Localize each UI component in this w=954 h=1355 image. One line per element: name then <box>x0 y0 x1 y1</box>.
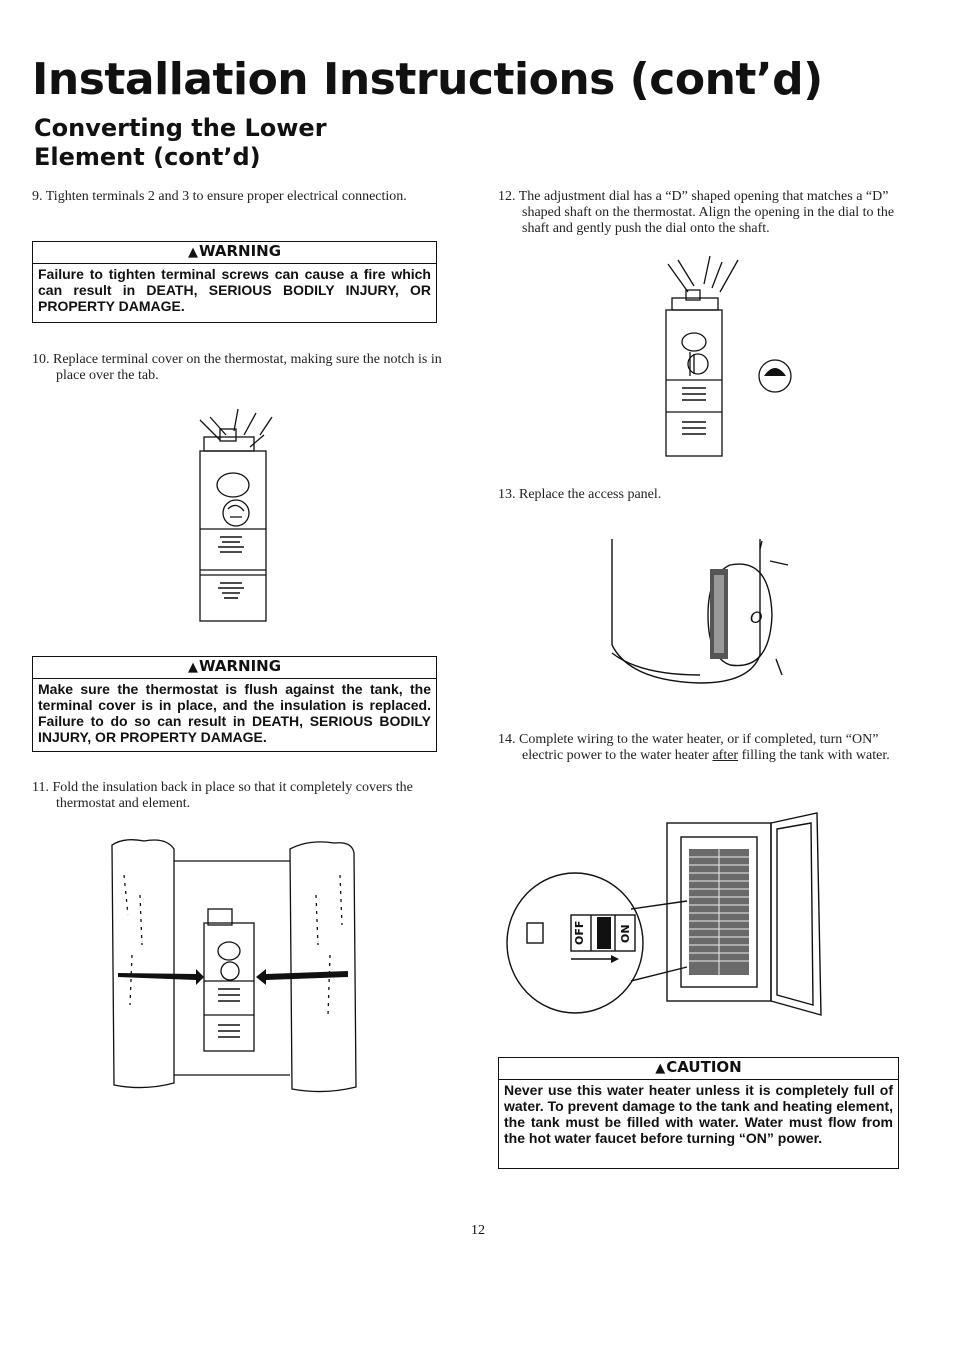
caution-box <box>498 1057 899 1169</box>
warning-box-2 <box>32 656 437 752</box>
breaker-on-label: ON <box>619 924 632 943</box>
thermostat-cover-figure <box>190 405 290 627</box>
step-9: 9. Tighten terminals 2 and 3 to ensure proper electrical connection. <box>32 189 407 204</box>
warning-triangle-icon: ▲ <box>187 660 198 675</box>
caution-body: Never use this water heater unless it is completely full of water. To prevent damage to the tank and heating element, the tank must be filled with water. Water must flow from the hot water faucet before turning “ON” power. <box>504 1082 893 1146</box>
warning-box-1 <box>32 241 437 323</box>
insulation-fold-figure <box>104 835 359 1100</box>
warning-triangle-icon: ▲ <box>187 245 198 260</box>
step-13: 13. Replace the access panel. <box>498 487 662 502</box>
step-10: 10. Replace terminal cover on the thermostat, making sure the notch is in place over the tab. <box>32 352 442 383</box>
step-14: 14. Complete wiring to the water heater, or if completed, turn “ON” electric power to the water heater after filling the tank with water. <box>498 732 890 763</box>
warning-triangle-icon: ▲ <box>655 1061 666 1076</box>
warning-body: Make sure the thermostat is flush against the tank, the terminal cover is in place, and the insulation is replaced. Failure to do so can result in DEATH, SERIOUS BODILY INJURY, OR PROPERTY DAMAGE. <box>38 681 431 745</box>
warning-body: Failure to tighten terminal screws can cause a fire which can result in DEATH, SERIOUS BODILY INJURY, OR PROPERTY DAMAGE. <box>38 266 431 314</box>
access-panel-figure <box>600 535 800 695</box>
warning-heading: ▲WARNING <box>33 242 436 264</box>
warning-heading: ▲WARNING <box>33 657 436 679</box>
access-panel-label: O <box>750 608 763 627</box>
breaker-panel-figure <box>505 805 830 1035</box>
page-number: 12 <box>471 1223 485 1238</box>
breaker-off-label: OFF <box>573 920 586 945</box>
caution-heading: ▲CAUTION <box>499 1058 898 1080</box>
section-title-line2: Element (cont’d) <box>34 143 261 171</box>
adjustment-dial-figure <box>650 252 800 462</box>
step-12: 12. The adjustment dial has a “D” shaped opening that matches a “D” shaped shaft on the thermostat. Align the opening in the dial to the shaft and gently push the dial onto the shaft. <box>498 189 895 236</box>
arrow-right-icon <box>611 955 619 963</box>
page-title: Installation Instructions (cont’d) <box>32 54 823 105</box>
section-title-line1: Converting the Lower <box>34 114 327 142</box>
section-title <box>34 114 454 172</box>
step-11: 11. Fold the insulation back in place so that it completely covers the thermostat and element. <box>32 780 413 811</box>
